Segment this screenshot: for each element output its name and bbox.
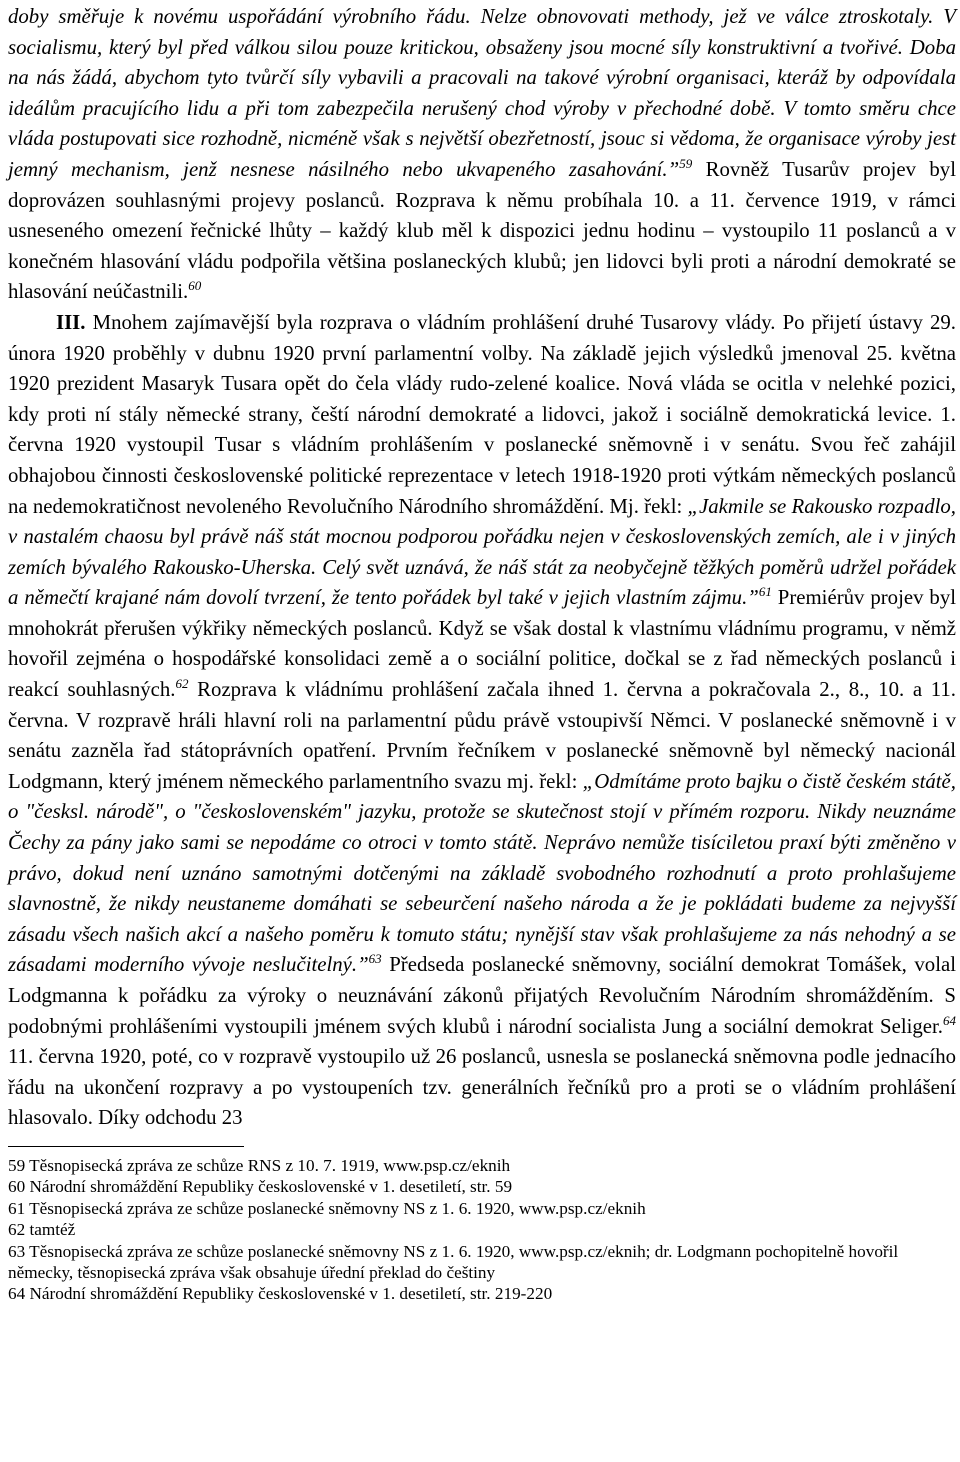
- paragraph-1: [8, 2, 956, 308]
- footnote-ref-62[interactable]: 62: [175, 676, 189, 692]
- footnote-separator: [8, 1146, 244, 1147]
- footnote-64: 64 Národní shromáždění Republiky československé v 1. desetiletí, str. 219-220: [8, 1284, 553, 1304]
- footnote-ref-59[interactable]: 59: [679, 155, 693, 171]
- document-page: [8, 2, 956, 1305]
- body-text: Premiérův projev byl mnohokrát přerušen výkřiky německých poslanců. Když se však dostal k vlastnímu vládnímu programu, v němž hovořil zejména o hospodářské konsolidaci země a o sociální politice, dočkal se z řad německých poslanců i reakcí souhlasných.: [8, 586, 957, 702]
- footnote-59: 59 Těsnopisecká zpráva ze schůze RNS z 10. 7. 1919, www.psp.cz/eknih: [8, 1155, 511, 1175]
- body-text: Předseda poslanecké sněmovny, sociální demokrat Tomášek, volal Lodgmanna k pořádku za výroky o neuznávání zákonů přijatých Revolučním Národním shromážděním. S podobnými prohlášeními vystoupili jménem svých klubů i národní socialista Jung a sociální demokrat Seliger.: [8, 953, 956, 1038]
- section-numeral: III.: [56, 310, 86, 334]
- quoted-text: „Jakmile se Rakousko rozpadlo, v nastalém chaosu byl právě náš stát mocnou podporou pořádku nejen v československých zemích, ale i v jiných zemích bývalého Rakousko-Uherska. Celý svět uznává, že náš stát za neobyčejně těžkých poměrů udržel pořádek a němečtí krajané nám dovolí tvrzení, že tento pořádek byl také v jejich vlastním zájmu.”: [8, 494, 956, 610]
- footnote-60: 60 Národní shromáždění Republiky československé v 1. desetiletí, str. 59: [8, 1177, 513, 1197]
- footnote-ref-64[interactable]: 64: [943, 1012, 956, 1028]
- footnote-ref-63[interactable]: 63: [368, 951, 382, 967]
- footnotes: [8, 1155, 956, 1305]
- body-text: 11. června 1920, poté, co v rozpravě vystoupilo už 26 poslanců, usnesla se poslanecká sněmovna podle jednacího řádu na ukončení rozpravy a po vystoupeních tzv. generálních řečníků pro a proti se o vládním prohlášení hlasovalo. Díky odchodu 23: [8, 1045, 956, 1130]
- footnote-ref-61[interactable]: 61: [758, 584, 772, 600]
- quoted-text: doby směřuje k novému uspořádání výrobního řádu. Nelze obnovovati methody, jež ve válce ztroskotaly. V socialismu, který byl před válkou silou pouze kritickou, obsaženy jsou mocné síly konstruktivní a tvořivé. Doba na nás žádá, abychom tyto tvůrčí síly vybavili a pracovali na takové výrobní organisaci, kteráž by odpovídala ideálům pracujícího lidu a při tom zabezpečila nerušený chod výroby v přechodné době. V tomto směru chce vláda postupovati sice rozhodně, nicméně však s největší obezřetností, jsouc si vědoma, že organisace výroby jest jemný mechanism, jenž nesnese násilného nebo ukvapeného zasahování.”: [8, 5, 956, 181]
- footnote-62: 62 tamtéž: [8, 1220, 76, 1240]
- body-text: Rovněž Tusarův projev byl doprovázen souhlasnými projevy poslanců. Rozprava k němu probíhala 10. a 11. července 1919, v rámci usneseného omezení řečnické lhůty – každý klub měl k dispozici jednu hodinu – vystoupilo 11 poslanců a v konečném hlasování vládu podpořila většina poslaneckých klubů; jen lidovci byli proti a národní demokraté se hlasování neúčastnili.: [8, 157, 956, 304]
- footnote-63: 63 Těsnopisecká zpráva ze schůze poslanecké sněmovny NS z 1. 6. 1920, www.psp.cz/eknih; dr. Lodgmann pochopitelně hovořil německy, těsnopisecká zpráva však obsahuje úřední překlad do češtiny: [8, 1241, 899, 1282]
- body-text: Rozprava k vládnímu prohlášení začala ihned 1. června a pokračovala 2., 8., 10. a 11. června. V rozpravě hráli hlavní roli na parlamentní půdu právě vstoupivší Němci. V poslanecké sněmovně i v senátu zazněla řad státoprávních opatření. Prvním řečníkem v poslanecké sněmovně byl německý nacionál Lodgmann, který jménem německého parlamentního svazu mj. řekl:: [8, 678, 956, 793]
- footnote-61: 61 Těsnopisecká zpráva ze schůze poslanecké sněmovny NS z 1. 6. 1920, www.psp.cz/eknih: [8, 1198, 646, 1218]
- paragraph-2: [8, 308, 956, 1134]
- quoted-text: „Odmítáme proto bajku o čistě českém státě, o "česksl. národě", o "československém" jazyku, protože se skutečnost stojí v přímém rozporu. Nikdy neuznáme Čechy za pány jako sami se nepodáme co otroci v tomto státě. Neprávo nemůže tisíciletou praxí býti změněno v právo, dokud není uznáno samotnými dotčenými na základě svobodného rozhodnutí a proto prohlašujeme slavnostně, že nikdy neustaneme domáhati se sebeurčení našeho národa a že je pokládati budeme za nejvyšší zásadu všech našich akcí a našeho poměru k tomuto státu; nynější stav však prohlašujeme za nás nehodný a se zásadami moderního vývoje neslučitelný.”: [8, 769, 956, 977]
- body-text: Mnohem zajímavější byla rozprava o vládním prohlášení druhé Tusarovy vlády. Po přijetí ústavy 29. února 1920 proběhly v dubnu 1920 první parlamentní volby. Na základě jejich výsledků jmenoval 25. května 1920 prezident Masaryk Tusara opět do čela vlády rudo-zelené koalice. Nová vláda se ocitla v nelehké pozici, kdy proti ní stály německé strany, čeští národní demokraté a lidovci, jakož i sociálně demokratická levice. 1. června 1920 vystoupil Tusar s vládním prohlášením v poslanecké sněmovně i v senátu. Svou řeč zahájil obhajobou činnosti československé politické reprezentace v letech 1918-1920 proti výtkám německých poslanců na nedemokratičnost nevoleného Revolučního Národního shromáždění. Mj. řekl:: [8, 310, 956, 518]
- footnote-ref-60[interactable]: 60: [188, 278, 202, 294]
